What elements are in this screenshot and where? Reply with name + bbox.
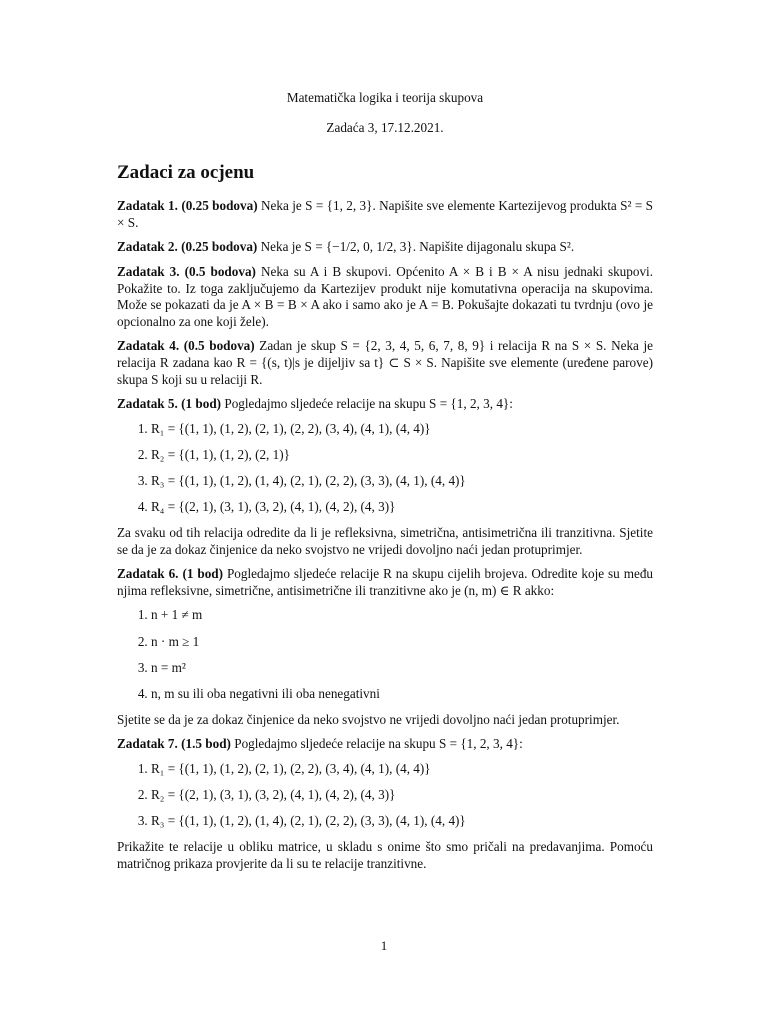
task-4	[117, 338, 653, 388]
task-points: (1 bod)	[182, 566, 224, 582]
task-points: (0.25 bodova)	[181, 198, 258, 214]
list-item: 3. R₃ = {(1, 1), (1, 2), (1, 4), (2, 1), (2, 2), (3, 3), (4, 1), (4, 4)}	[151, 813, 653, 830]
list-item: 1. R₁ = {(1, 1), (1, 2), (2, 1), (2, 2), (3, 4), (4, 1), (4, 4)}	[151, 761, 653, 778]
task-text: Neka je S = {1, 2, 3}. Napišite sve elemente Kartezijevog produkta S² = S × S.	[117, 198, 654, 230]
task-label: Zadatak 7.	[117, 736, 178, 752]
task-text: Zadan je skup S = {2, 3, 4, 5, 6, 7, 8, 9} i relacija R na S × S. Neka je relacija R zadana kao R = {(s, t)|s je dijeljiv sa t} ⊂ S × S. Napišite sve elemente (uređene parove) skupa S koji su u relaciji R.	[117, 338, 654, 387]
list-item: 3. n = m²	[151, 660, 653, 677]
task-label: Zadatak 4.	[117, 338, 180, 354]
list-item: 1. n + 1 ≠ m	[151, 607, 653, 624]
section-title: Zadaci za ocjenu	[117, 162, 255, 184]
assignment-date: Zadaća 3, 17.12.2021.	[326, 119, 444, 135]
task-label: Zadatak 3.	[117, 263, 180, 279]
list-item: 3. R₃ = {(1, 1), (1, 2), (1, 4), (2, 1), (2, 2), (3, 3), (4, 1), (4, 4)}	[151, 473, 653, 490]
task-points: (1.5 bod)	[181, 736, 231, 752]
task-text: Pogledajmo sljedeće relacije na skupu S = {1, 2, 3, 4}:	[221, 396, 513, 412]
task-5	[117, 396, 653, 413]
task-points: (0.25 bodova)	[181, 239, 258, 255]
task-2	[117, 239, 653, 256]
task-7-note: Prikažite te relacije u obliku matrice, u skladu s onime što smo pričali na predavanjima. Pomoću matričnog prikaza provjerite da li su te relacije tranzitivne.	[117, 839, 653, 871]
course-title: Matematička logika i teorija skupova	[286, 90, 484, 105]
task-label: Zadatak 5.	[117, 396, 178, 412]
task-points: (0.5 bodova)	[184, 263, 256, 279]
page-number: 1	[380, 938, 388, 953]
task-5-note: Za svaku od tih relacija odredite da li je refleksivna, simetrična, antisimetrična ili tranzitivna. Sjetite se da je za dokaz činjenice da neko svojstvo ne vrijedi dovoljno naći jedan protuprimjer.	[117, 525, 653, 557]
task-text: Pogledajmo sljedeće relacije R na skupu cijelih brojeva. Odredite koje su među njima refleksivne, simetrične, antisimetrične ili tranzitivne ako je (n, m) ∈ R akko:	[117, 566, 654, 598]
task-7	[117, 736, 653, 753]
task-label: Zadatak 2.	[117, 239, 178, 255]
task-label: Zadatak 1.	[117, 198, 178, 214]
task-1	[117, 198, 653, 231]
list-item: 4. n, m su ili oba negativni ili oba nenegativni	[151, 686, 653, 703]
task-text: Neka su A i B skupovi. Općenito A × B i B × A nisu jednaki skupovi. Pokažite to. Iz toga zaključujemo da Kartezijev produkt nije komutativna operacija na skupovima. Može se pokazati da je A × B = B × A ako i samo ako je A = B. Pokušajte dokazati tu tvrdnju (ovo je opcionalno za one koji žele).	[117, 263, 654, 329]
document-page	[117, 88, 653, 881]
task-points: (0.5 bodova)	[183, 338, 255, 354]
task-5-list	[117, 421, 653, 516]
list-item: 4. R₄ = {(2, 1), (3, 1), (3, 2), (4, 1), (4, 2), (4, 3)}	[151, 499, 653, 516]
task-label: Zadatak 6.	[117, 566, 179, 582]
task-6-note: Sjetite se da je za dokaz činjenice da neko svojstvo ne vrijedi dovoljno naći jedan protuprimjer.	[117, 711, 620, 727]
list-item: 2. n · m ≥ 1	[151, 634, 653, 651]
task-3	[117, 264, 653, 330]
task-points: (1 bod)	[181, 396, 222, 412]
task-text: Pogledajmo sljedeće relacije na skupu S = {1, 2, 3, 4}:	[230, 736, 523, 752]
list-item: 1. R₁ = {(1, 1), (1, 2), (2, 1), (2, 2), (3, 4), (4, 1), (4, 4)}	[151, 421, 653, 438]
task-7-list	[117, 761, 653, 830]
task-text: Neka je S = {−1/2, 0, 1/2, 3}. Napišite dijagonalu skupa S².	[257, 239, 575, 255]
task-6	[117, 566, 653, 599]
list-item: 2. R₂ = {(1, 1), (1, 2), (2, 1)}	[151, 447, 653, 464]
task-6-list	[117, 607, 653, 702]
list-item: 2. R₂ = {(2, 1), (3, 1), (3, 2), (4, 1), (4, 2), (4, 3)}	[151, 787, 653, 804]
